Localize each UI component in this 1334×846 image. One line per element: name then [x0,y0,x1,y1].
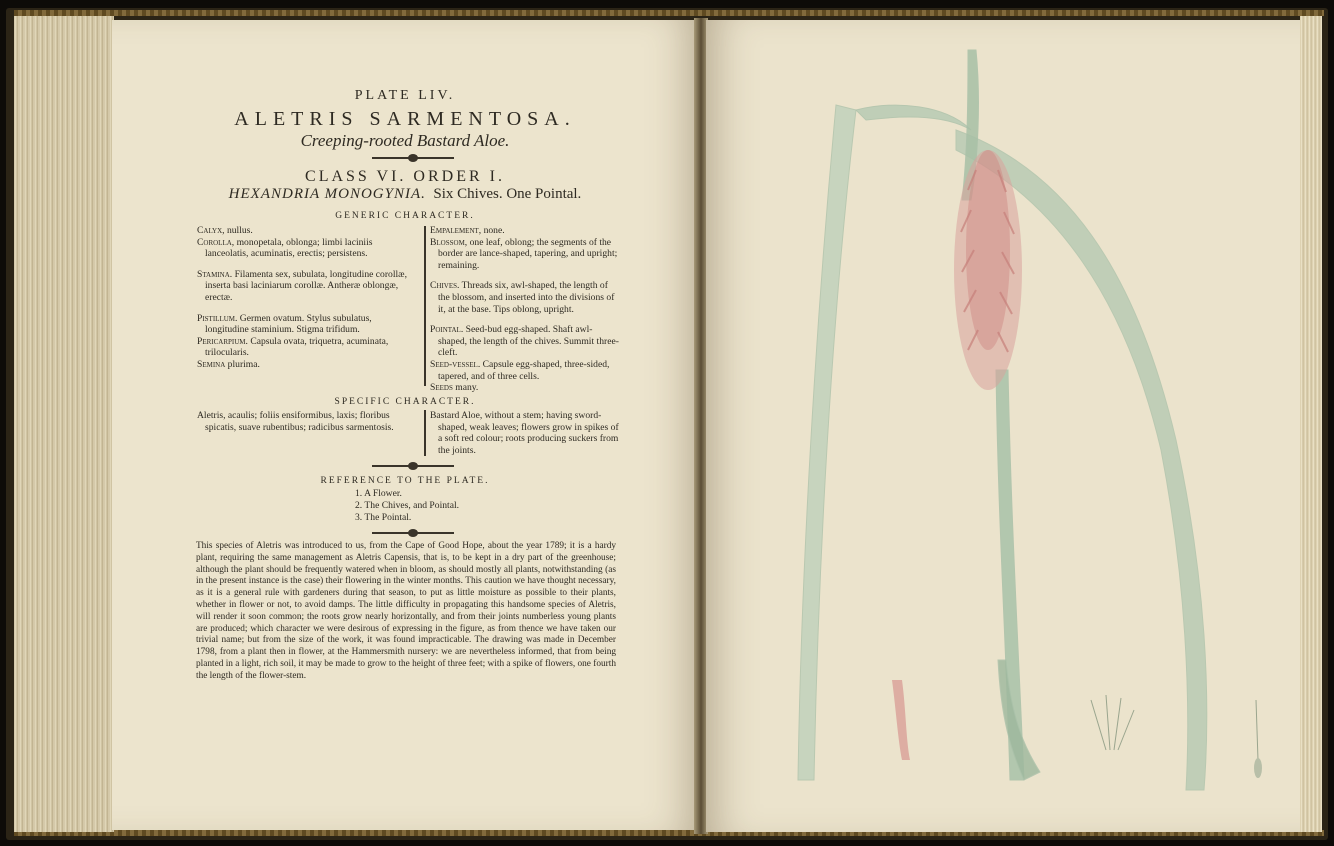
character-entry [430,237,620,272]
character-description: many. [452,382,479,394]
reference-item: 1. A Flower. [355,488,402,499]
detail-pointal [1254,700,1262,778]
character-term: Seed-vessel [430,358,478,370]
character-term: Pericarpium [197,335,246,347]
class-name [112,186,698,203]
flower-spike [954,150,1022,390]
hexandria-english: Six Chives. One Pointal. [433,186,582,202]
hexandria-latin: HEXANDRIA MONOGYNIA. [228,186,426,202]
character-entry [430,382,620,394]
character-term: Blossom [430,236,465,248]
plate-title: ALETRIS SARMENTOSA. [234,108,576,130]
reference-item: 2. The Chives, and Pointal. [355,500,460,511]
character-description: , one leaf, oblong; the segments of the border are lance-shaped, tapering, and upright; remaining. [438,236,618,271]
character-description: . Capsule egg-shaped, three-sided, tapered, and of three cells. [438,358,610,382]
specific-latin-text: Aletris, acaulis; foliis ensiformibus, laxis; floribus spicatis, suave rubentibus; radicibus sarmentosis. [197,410,394,433]
generic-heading: GENERIC CHARACTER. [335,211,475,221]
character-description: , monopetala, oblonga; limbi laciniis lanceolatis, acuminatis, erectis; persistens. [205,236,373,260]
ornament-rule-2 [372,465,454,467]
reference-item: 3. The Pointal. [355,512,412,523]
character-entry [197,225,417,237]
column-divider [424,226,426,386]
character-entry [197,269,417,304]
reference-list [355,488,459,524]
character-description: . Germen ovatum. Stylus subulatus, longitudine staminium. Stigma trifidum. [205,312,372,336]
character-entry [430,359,620,382]
specific-english [430,410,620,456]
character-term: Chives [430,280,458,292]
gilt-border-top [14,10,1324,16]
character-term: Stamina [197,268,230,280]
character-entry [197,359,417,371]
column-divider-2 [424,410,426,456]
botanical-illustration [706,20,1300,832]
body-text: This species of Aletris was introduced to us, from the Cape of Good Hope, about the year 1789; it is a hardy plant, requiring the same management as Aletris Capensis, that is, to be kept in a dry part of the greenhouse; although the plant should be frequently watered when in bloom, as should mostly all plants, notwithstanding (as in the present instance is the case) their flowering in the winter months. This caution we have thought necessary, as it is a general rule with gardeners during that season, to put as little moisture as possible to their plants, whether in flower or not, to avoid damps. The little difficulty in propagating this handsome species of Aletris, will render it soon common; the roots grow nearly horizontally, and from their joints numberless young plants are produced; which character we were desirous of expressing in the figure, as from thence we have taken our trivial name; but from the size of the work, it was found impracticable. The drawing was made in December 1798, from a plant then in flower, at the Hammersmith nursery: we are nevertheless informed, that from being planted in a light, rich soil, it may be made to grow to the height of three feet; with a spike of flowers, one fourth the length of the flower-stem. [196,541,616,681]
character-description: . Seed-bud egg-shaped. Shaft awl-shaped, the length of the chives. Summit three-cleft. [438,324,619,359]
character-description: . Threads six, awl-shaped, the length of the blossom, and inserted into the divisions of it, at the base. Tips oblong, upright. [438,280,615,315]
specific-latin [197,410,417,433]
character-entry [430,280,620,315]
character-description: . Capsula ovata, triquetra, acuminata, trilocularis. [205,335,389,359]
character-entry [197,313,417,336]
character-term: Pointal [430,324,461,336]
class-order: CLASS VI. ORDER I. [305,168,505,185]
character-entry [430,324,620,359]
plate-number: PLATE LIV. [354,88,456,103]
ornament-rule [372,157,454,159]
character-entry [197,336,417,359]
character-description: , nullus. [222,225,253,236]
page-edges-left [14,16,114,832]
character-entry [430,225,620,237]
ornament-rule-3 [372,532,454,534]
specific-english-text: Bastard Aloe, without a stem; having sword-shaped, weak leaves; flowers grow in spikes of a soft red colour; roots producing suckers from the joints. [430,410,619,456]
character-term: Calyx [197,225,223,236]
character-term: Semina [197,358,226,370]
leaf [798,105,856,780]
generic-latin-column [197,225,417,371]
character-term: Seeds [430,382,453,394]
character-term: Corolla [197,236,232,248]
character-term: Pistillum [197,312,235,324]
reference-heading: REFERENCE TO THE PLATE. [320,476,490,486]
character-description: , none. [478,225,505,236]
leaf [856,105,971,130]
plate-subtitle: Creeping-rooted Bastard Aloe. [300,131,510,150]
character-term: Empalement [430,225,479,236]
character-description: . Filamenta sex, subulata, longitudine corollæ, inserta basi laciniarum corollæ. Antheræ oblongæ, erectæ. [205,268,407,303]
detail-chives [1091,695,1134,750]
page-edges-right [1300,16,1322,832]
character-description: plurima. [225,358,260,370]
specific-heading: SPECIFIC CHARACTER. [334,397,476,407]
generic-english-column [430,225,620,394]
character-entry [197,237,417,260]
detail-flower [892,680,910,760]
